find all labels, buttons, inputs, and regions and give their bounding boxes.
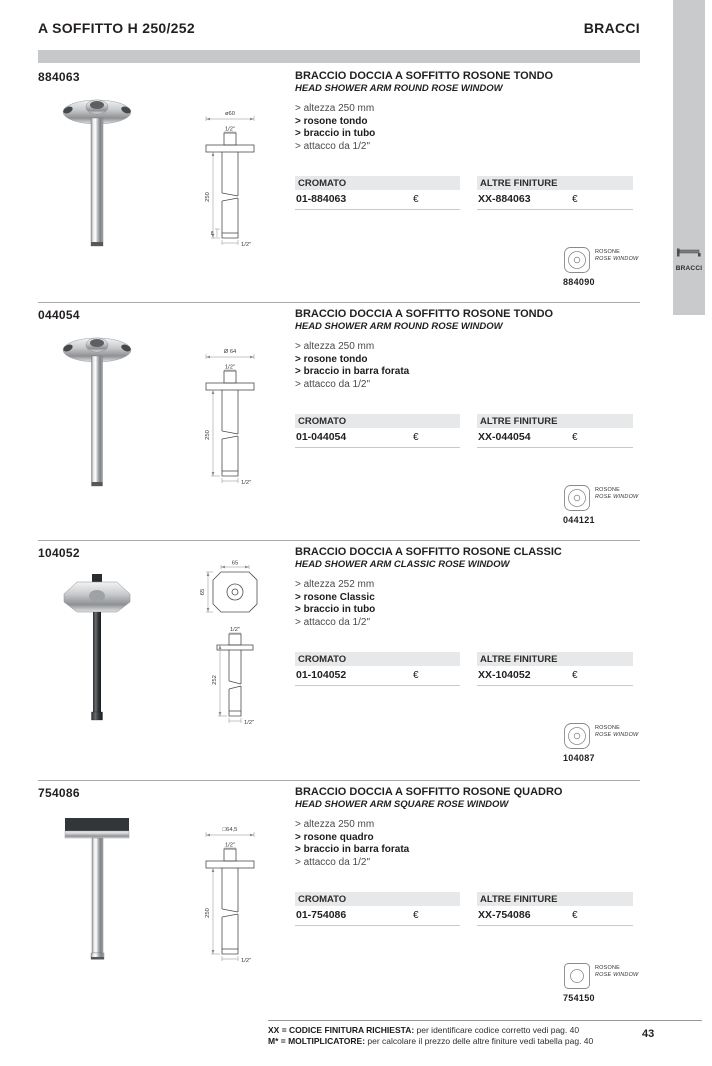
price-header-altre-finiture: ALTRE FINITURE (477, 652, 633, 666)
product-info (295, 308, 647, 538)
price-header-cromato: CROMATO (295, 652, 460, 666)
product-photo (52, 92, 142, 262)
product-subtitle: HEAD SHOWER ARM ROUND ROSE WINDOW (295, 83, 503, 94)
feature-item: > altezza 250 mm (295, 103, 375, 114)
header-divider-bar (38, 50, 640, 63)
feature-item: > attacco da 1/2" (295, 616, 370, 628)
order-code-altre: XX-104052 (478, 669, 531, 681)
feature-item: > braccio in barra forata (295, 844, 410, 855)
dim-top-view-width: 65 (231, 560, 239, 567)
product-section (38, 70, 645, 300)
product-title: BRACCIO DOCCIA A SOFFITTO ROSONE TONDO (295, 308, 554, 320)
feature-item: > rosone quadro (295, 831, 374, 843)
feature-item: > rosone Classic (295, 591, 375, 603)
euro-sign: € (572, 910, 578, 921)
price-row (295, 666, 460, 686)
shower-arm-classic-photo (52, 568, 142, 733)
rosone-code: 044121 (563, 515, 595, 525)
price-header-altre-finiture: ALTRE FINITURE (477, 176, 633, 190)
rosone-label-it: ROSONE (595, 965, 621, 971)
footer-note-2: M* = MOLTIPLICATORE: per calcolare il prezzo delle altre finiture vedi tabella pag. 40 (268, 1036, 594, 1046)
section-divider (38, 302, 640, 303)
technical-drawing (180, 558, 280, 738)
product-info (295, 546, 647, 776)
order-code-altre: XX-884063 (478, 193, 531, 205)
price-header-cromato: CROMATO (295, 176, 460, 190)
price-table (295, 892, 647, 932)
rosone-labels (595, 725, 638, 738)
order-code-cromato: 01-044054 (296, 431, 347, 443)
product-subtitle: HEAD SHOWER ARM ROUND ROSE WINDOW (295, 321, 503, 332)
price-header-altre-finiture: ALTRE FINITURE (477, 414, 633, 428)
dim-half-bottom: 1/2" (244, 720, 255, 726)
dim-half-top: 1/2" (224, 842, 236, 849)
section-divider (38, 780, 640, 781)
price-header-cromato: CROMATO (295, 892, 460, 906)
dim-half-top: 1/2" (229, 627, 241, 633)
feature-item: > attacco da 1/2" (295, 140, 370, 152)
dim-half-bottom: 1/2" (241, 242, 252, 248)
page-number: 43 (642, 1028, 655, 1040)
price-row (477, 666, 633, 686)
dim-half-bottom: 1/2" (241, 480, 252, 486)
rosone-code: 754150 (563, 993, 595, 1003)
footer-notes (268, 1025, 593, 1047)
product-info (295, 786, 647, 1016)
euro-sign: € (413, 432, 419, 443)
price-row (295, 428, 460, 448)
rosone-label-it: ROSONE (595, 249, 621, 255)
footer-note-1: XX = CODICE FINITURA RICHIESTA: per identificare codice corretto vedi pag. 40 (268, 1025, 580, 1035)
product-title: BRACCIO DOCCIA A SOFFITTO ROSONE TONDO (295, 70, 554, 82)
product-code: 754086 (38, 786, 80, 800)
rosone-code: 884090 (563, 277, 595, 287)
feature-item: > altezza 250 mm (295, 819, 375, 830)
order-code-altre: XX-044054 (478, 431, 531, 443)
product-section (38, 546, 645, 776)
dim-diameter: ø60 (225, 111, 235, 117)
rosone-label-en: ROSE WINDOW (595, 971, 639, 978)
price-table (295, 652, 647, 692)
price-table (295, 176, 647, 216)
feature-list (295, 103, 647, 153)
shower-arm-icon (676, 246, 702, 260)
feature-list (295, 341, 647, 391)
dim-side: □64,5 (222, 827, 238, 833)
price-column-altre-finiture (477, 892, 633, 926)
technical-drawing (180, 820, 280, 975)
euro-sign: € (413, 670, 419, 681)
order-code-cromato: 01-884063 (296, 193, 347, 205)
dim-top-view-height: 65 (200, 588, 206, 596)
rosone-labels (595, 487, 638, 500)
dim-height: 250 (205, 908, 211, 918)
feature-item: > braccio in tubo (295, 128, 376, 139)
feature-item: > altezza 252 mm (295, 579, 375, 590)
section-divider (38, 540, 640, 541)
side-tab-bracci (673, 0, 705, 315)
price-row (477, 190, 633, 210)
product-section (38, 308, 645, 538)
euro-sign: € (572, 670, 578, 681)
feature-item: > rosone tondo (295, 353, 368, 365)
price-column-cromato (295, 176, 460, 210)
rosone-accessory (563, 722, 658, 772)
order-code-cromato: 01-104052 (296, 669, 347, 681)
feature-item: > attacco da 1/2" (295, 856, 370, 868)
product-subtitle: HEAD SHOWER ARM CLASSIC ROSE WINDOW (295, 559, 510, 570)
euro-sign: € (572, 432, 578, 443)
technical-drawing (180, 342, 280, 497)
price-column-cromato (295, 892, 460, 926)
feature-item: > attacco da 1/2" (295, 378, 370, 390)
rosone-labels (595, 965, 638, 978)
rosone-label-en: ROSE WINDOW (595, 493, 639, 500)
feature-list (295, 579, 647, 629)
product-photo (52, 568, 142, 738)
price-column-cromato (295, 652, 460, 686)
rosone-label-en: ROSE WINDOW (595, 731, 639, 738)
rosone-accessory (563, 962, 658, 1012)
price-row (295, 190, 460, 210)
euro-sign: € (413, 910, 419, 921)
shower-arm-round-photo (52, 330, 142, 495)
euro-sign: € (413, 194, 419, 205)
feature-item: > altezza 250 mm (295, 341, 375, 352)
product-code: 884063 (38, 70, 80, 84)
dim-height: 250 (205, 192, 211, 202)
technical-drawing (180, 104, 280, 259)
price-header-cromato: CROMATO (295, 414, 460, 428)
shower-arm-round-photo (52, 92, 142, 257)
feature-item: > braccio in barra forata (295, 366, 410, 377)
rose-window-icon (563, 484, 591, 512)
feature-item: > braccio in tubo (295, 604, 376, 615)
dim-height: 252 (212, 675, 218, 685)
rosone-label-it: ROSONE (595, 725, 621, 731)
price-row (477, 428, 633, 448)
dim-diameter: Ø 64 (223, 349, 237, 355)
rosone-accessory (563, 246, 658, 296)
product-title: BRACCIO DOCCIA A SOFFITTO ROSONE QUADRO (295, 786, 563, 798)
price-column-cromato (295, 414, 460, 448)
rose-window-icon (563, 246, 591, 274)
dim-height: 250 (205, 430, 211, 440)
page-title: A SOFFITTO H 250/252 (38, 20, 195, 36)
rosone-label-it: ROSONE (595, 487, 621, 493)
shower-arm-square-photo (52, 808, 142, 973)
rose-window-icon (563, 722, 591, 750)
price-header-altre-finiture: ALTRE FINITURE (477, 892, 633, 906)
rosone-accessory (563, 484, 658, 534)
product-code: 104052 (38, 546, 80, 560)
product-info (295, 70, 647, 300)
rose-window-icon (563, 962, 591, 990)
rosone-code: 104087 (563, 753, 595, 763)
product-photo (52, 330, 142, 500)
order-code-cromato: 01-754086 (296, 909, 347, 921)
footer-divider (268, 1020, 702, 1021)
side-tab-label: BRACCI (675, 265, 703, 272)
order-code-altre: XX-754086 (478, 909, 531, 921)
price-row (295, 906, 460, 926)
dim-extra: 8 (210, 231, 214, 237)
price-column-altre-finiture (477, 414, 633, 448)
price-row (477, 906, 633, 926)
product-title: BRACCIO DOCCIA A SOFFITTO ROSONE CLASSIC (295, 546, 562, 558)
price-table (295, 414, 647, 454)
price-column-altre-finiture (477, 652, 633, 686)
price-column-altre-finiture (477, 176, 633, 210)
product-section (38, 786, 645, 1016)
feature-list (295, 819, 647, 869)
rosone-labels (595, 249, 638, 262)
feature-item: > rosone tondo (295, 115, 368, 127)
dim-half-bottom: 1/2" (241, 958, 252, 964)
rosone-label-en: ROSE WINDOW (595, 255, 639, 262)
product-photo (52, 808, 142, 978)
product-subtitle: HEAD SHOWER ARM SQUARE ROSE WINDOW (295, 799, 509, 810)
euro-sign: € (572, 194, 578, 205)
category-title: BRACCI (583, 20, 640, 36)
product-code: 044054 (38, 308, 80, 322)
dim-half-top: 1/2" (224, 126, 236, 133)
dim-half-top: 1/2" (224, 364, 236, 371)
